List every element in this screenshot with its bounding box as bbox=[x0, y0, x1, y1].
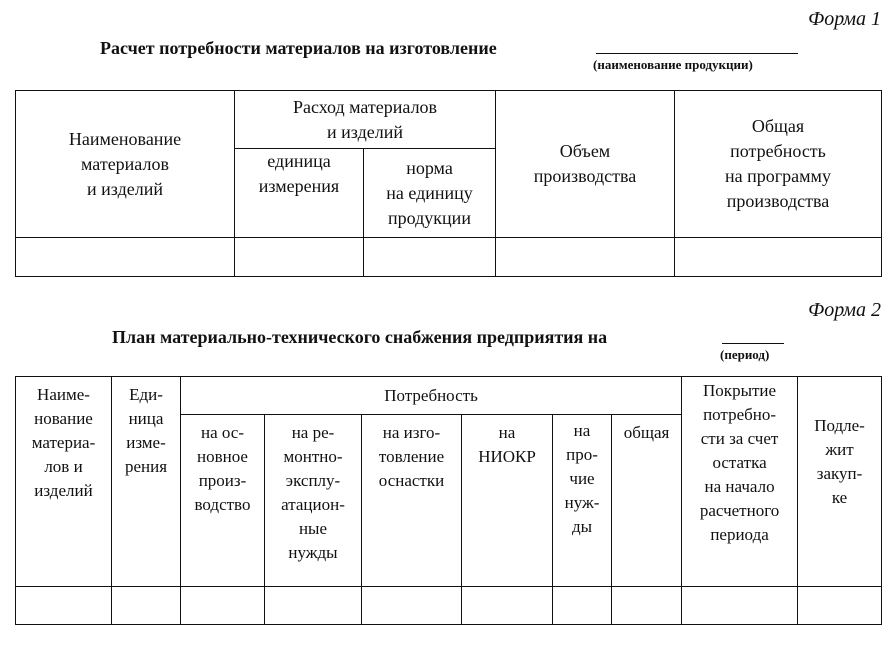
form1-header-total: Общая потребность на программу производства bbox=[675, 91, 882, 238]
form1-cell-unit[interactable] bbox=[235, 238, 364, 277]
form2-title: План материально-технического снабжения предприятия на bbox=[112, 327, 608, 347]
form2-cell-main-production[interactable] bbox=[181, 587, 265, 625]
form2-header-need: Потребность bbox=[181, 377, 682, 415]
form2-cell-research[interactable] bbox=[462, 587, 553, 625]
form1-product-blank[interactable] bbox=[596, 53, 798, 54]
form1-header-consumption: Расход материалов и изделий bbox=[235, 91, 496, 149]
form2-header-other: на про- чие нуж- ды bbox=[553, 415, 612, 587]
form2-header-research: на НИОКР bbox=[462, 415, 553, 587]
form2-cell-coverage[interactable] bbox=[682, 587, 798, 625]
form1-header-name: Наименование материалов и изделий bbox=[16, 91, 235, 238]
form2-cell-purchase[interactable] bbox=[798, 587, 882, 625]
form2-header-coverage: Покрытие потребно- сти за счет остатка на начало расчетного периода bbox=[682, 377, 798, 587]
form2-cell-general[interactable] bbox=[612, 587, 682, 625]
form1-product-caption: (наименование продукции) bbox=[593, 57, 753, 72]
form1-table bbox=[15, 90, 882, 277]
form1-cell-norm[interactable] bbox=[364, 238, 496, 277]
form1-title: Расчет потребности материалов на изготовление bbox=[100, 38, 497, 58]
form1-header-unit: единица измерения bbox=[235, 149, 364, 238]
form2-cell-other[interactable] bbox=[553, 587, 612, 625]
form2-table bbox=[15, 376, 882, 625]
form2-header-general: общая bbox=[612, 415, 682, 587]
form2-period-caption: (период) bbox=[720, 347, 770, 362]
form2-header-unit: Еди- ница изме- рения bbox=[112, 377, 181, 587]
form2-header-repair: на ре- монтно- эксплу- атацион- ные нужды bbox=[265, 415, 362, 587]
form2-header-name: Наиме- нование материа- лов и изделий bbox=[16, 377, 112, 587]
form2-label: Форма 2 bbox=[808, 299, 881, 321]
form2-cell-name[interactable] bbox=[16, 587, 112, 625]
form1-header-volume: Объем производства bbox=[496, 91, 675, 238]
form2-header-main-production: на ос- новное произ- водство bbox=[181, 415, 265, 587]
form1-cell-total[interactable] bbox=[675, 238, 882, 277]
form2-header-purchase: Подле- жит закуп- ке bbox=[798, 377, 882, 587]
form2-cell-tooling[interactable] bbox=[362, 587, 462, 625]
form2-cell-repair[interactable] bbox=[265, 587, 362, 625]
form2-cell-unit[interactable] bbox=[112, 587, 181, 625]
form1-header-norm: норма на единицу продукции bbox=[364, 149, 496, 238]
form2-header-tooling: на изго- товление оснастки bbox=[362, 415, 462, 587]
form1-label: Форма 1 bbox=[808, 8, 881, 30]
form2-period-blank[interactable] bbox=[722, 343, 784, 344]
form1-cell-volume[interactable] bbox=[496, 238, 675, 277]
form1-cell-name[interactable] bbox=[16, 238, 235, 277]
